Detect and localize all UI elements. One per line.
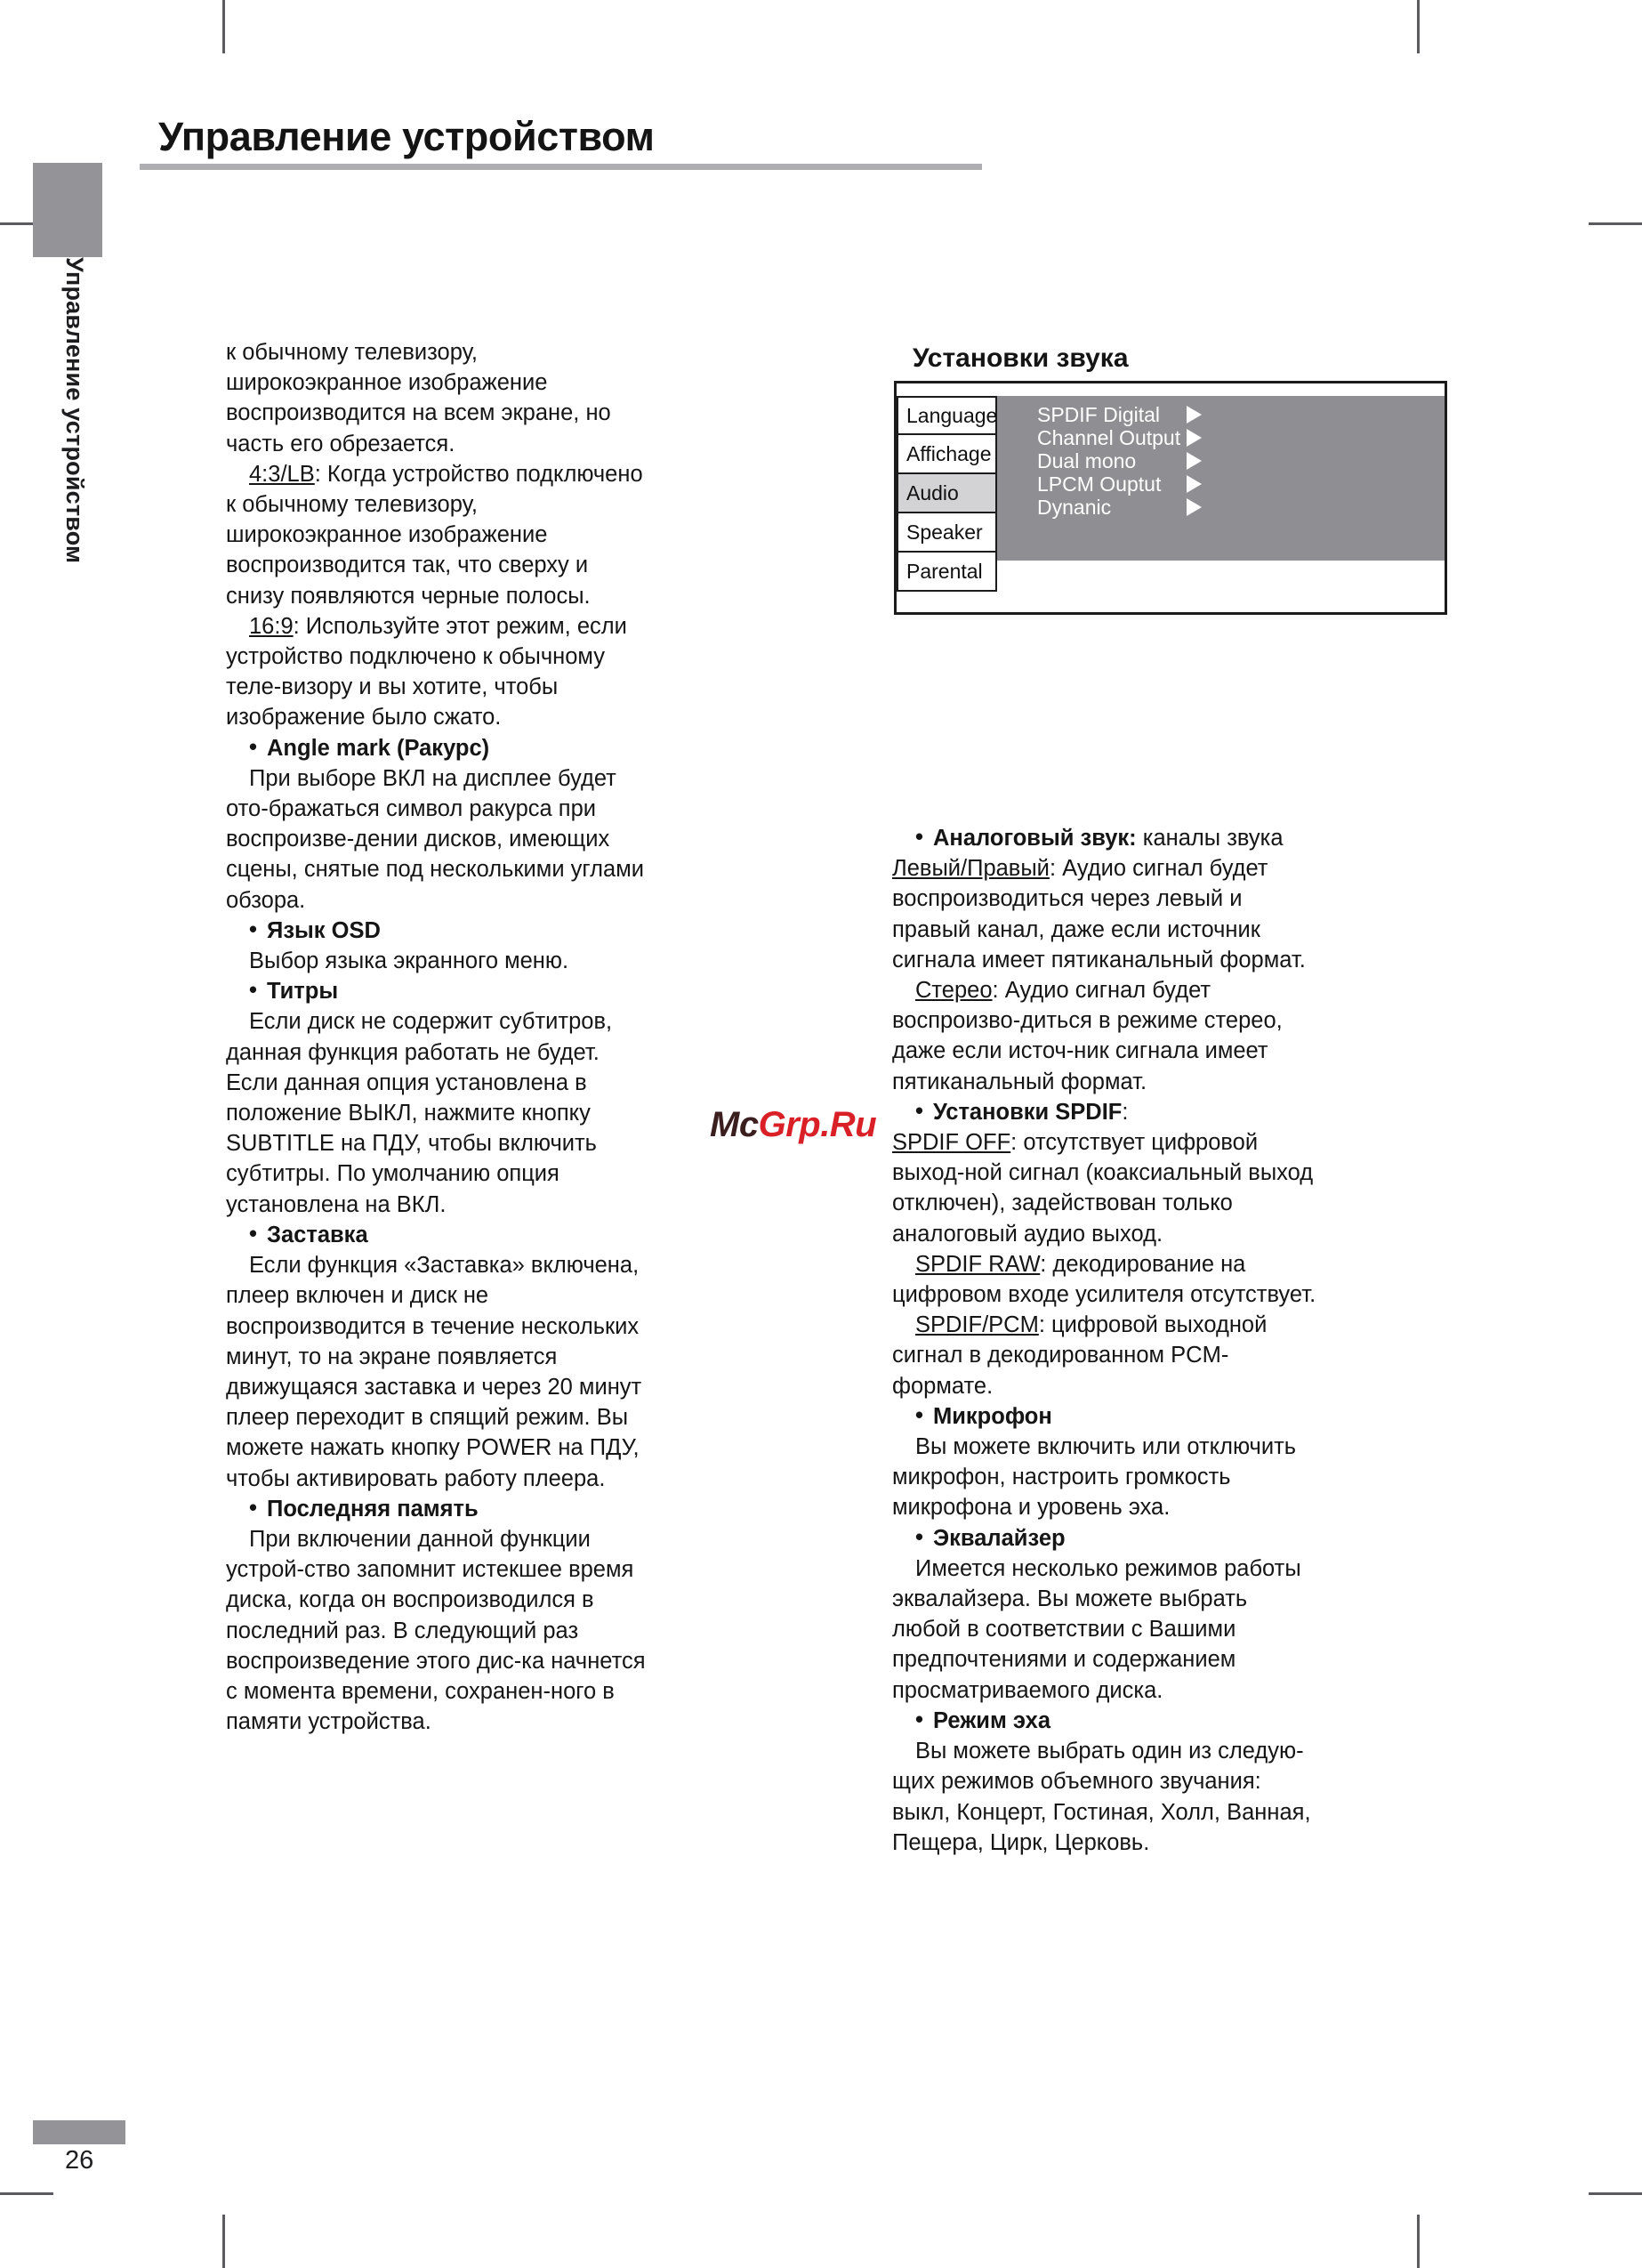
chevron-right-icon <box>1187 429 1202 447</box>
osd-menu-list <box>897 396 997 592</box>
section-body: Вы можете выбрать один из следую-щих режимов объемного звучания: выкл, Концерт, Гостиная, Холл, Ванная, Пещера, Цирк, Церковь. <box>892 1739 1311 1855</box>
osd-option-channel-output[interactable] <box>1037 426 1202 449</box>
osd-menu-item-language[interactable] <box>897 396 997 435</box>
watermark-red-text: Grp.Ru <box>758 1105 877 1144</box>
page-title: Управление устройством <box>158 114 655 159</box>
osd-screenshot <box>894 381 1447 615</box>
sidebar-tab-label <box>33 257 102 827</box>
section-body: Выбор языка экранного меню. <box>249 948 569 974</box>
osd-menu-item-audio[interactable] <box>897 474 997 513</box>
osd-option-label: SPDIF Digital <box>1037 402 1161 426</box>
osd-option-label: Channel Output <box>1037 425 1181 449</box>
osd-menu-item-label: Language <box>906 403 998 427</box>
section-heading: • Angle mark (Ракурс) <box>226 733 647 763</box>
term-spdif-off: SPDIF OFF <box>892 1130 1011 1156</box>
crop-mark-left-bottom <box>0 2192 53 2195</box>
section-heading: • Режим эха <box>892 1706 1322 1736</box>
section-heading-tail: каналы звука <box>1136 826 1284 851</box>
term-16-9: 16:9 <box>249 613 294 639</box>
section-heading-text: Аналоговый звук: <box>933 826 1137 851</box>
section-heading: • Язык OSD <box>226 916 647 946</box>
section-heading: • Эквалайзер <box>892 1523 1322 1554</box>
sidebar-tab-block <box>33 163 102 257</box>
section-body: При выборе ВКЛ на дисплее будет ото-бражаться символ ракурса при воспроизве-дении дисков, имеющих сцены, снятые под несколькими углами обзора. <box>226 765 644 913</box>
paragraph-text: : Аудио сигнал будет воспроизводиться через левый и правый канал, даже если источник сигнала имеет пятиканальный формат. <box>892 856 1306 973</box>
watermark-dark-text: Mc <box>710 1105 759 1144</box>
osd-option-label: LPCM Ouptut <box>1037 472 1162 496</box>
paragraph-text: : Аудио сигнал будет воспроизво-диться в режиме стерео, даже если источ-ник сигнала имеет пятиканальный формат. <box>892 978 1283 1094</box>
paragraph-text: : отсутствует цифровой выход-ной сигнал (коаксиальный выход отключен), задействован только аналоговый аудио выход. <box>892 1130 1314 1247</box>
osd-caption: Установки звука <box>913 343 1129 373</box>
term-spdif-pcm: SPDIF/PCM <box>915 1312 1039 1338</box>
osd-option-spdif-digital[interactable] <box>1037 403 1202 426</box>
section-body: Если функция «Заставка» включена, плеер включен и диск не воспроизводится в течение нескольких минут, то на экране появляется движущаяся заставка и через 20 минут плеер переходит в спящий режим. Вы можете нажать кнопку POWER на ПДУ, чтобы активировать работу плеера. <box>226 1253 642 1491</box>
osd-option-lpcm-output[interactable] <box>1037 472 1202 496</box>
section-heading-text: Установки SPDIF <box>933 1099 1123 1125</box>
crop-mark-top-left <box>222 0 225 53</box>
right-text-column <box>892 823 1322 1858</box>
watermark <box>710 1105 876 1145</box>
crop-mark-right-bottom <box>1589 2192 1642 2195</box>
left-text-column <box>226 337 647 1737</box>
osd-menu-item-speaker[interactable] <box>897 513 997 553</box>
chevron-right-icon <box>1187 452 1202 470</box>
osd-option-label: Dynanic <box>1037 495 1112 519</box>
section-body: При включении данной функции устрой-ство запомнит истекшее время диска, когда он воспроизводился в последний раз. В следующий раз воспроизведение этого дис-ка начнется с момента времени, сохранен-ного в памяти устройства. <box>226 1526 646 1735</box>
osd-menu-item-parental[interactable] <box>897 553 997 592</box>
osd-menu-item-affichage[interactable] <box>897 435 997 474</box>
paragraph-text: к обычному телевизору, широкоэкранное изображение воспроизводится на всем экране, но часть его обрезается. <box>226 340 611 456</box>
page-number: 26 <box>65 2146 94 2175</box>
section-heading: • Последняя память <box>226 1494 647 1524</box>
paragraph <box>892 975 1322 1097</box>
chevron-right-icon <box>1187 406 1202 424</box>
paragraph-text: : Используйте этот режим, если устройство подключено к обычному теле-визору и вы хотите, чтобы изображение было сжато. <box>226 613 627 730</box>
chevron-right-icon <box>1187 475 1202 493</box>
osd-option-dual-mono[interactable] <box>1037 449 1202 472</box>
section-heading <box>892 1097 1322 1127</box>
section-heading-tail: : <box>1122 1099 1129 1125</box>
paragraph <box>892 1127 1322 1249</box>
term-stereo: Стерео <box>915 978 993 1004</box>
term-4-3-lb: 4:3/LB <box>249 461 315 487</box>
paragraph <box>226 611 647 733</box>
term-spdif-raw: SPDIF RAW <box>915 1251 1041 1277</box>
paragraph <box>892 1310 1322 1401</box>
section-body: Вы можете включить или отключить микрофон, настроить громкость микрофона и уровень эха. <box>892 1434 1297 1521</box>
paragraph-text: : цифровой выходной сигнал в декодированном PCM-формате. <box>892 1312 1268 1399</box>
section-body: Если диск не содержит субтитров, данная функция работать не будет. Если данная опция установлена в положение ВЫКЛ, нажмите кнопку SUBTITLE на ПДУ, чтобы включить субтитры. По умолчанию опция установлена на ВКЛ. <box>226 1009 613 1217</box>
crop-mark-bottom-right <box>1417 2215 1420 2268</box>
osd-option-label: Dual mono <box>1037 448 1137 472</box>
paragraph <box>226 459 647 611</box>
paragraph <box>892 853 1322 975</box>
section-body: Имеется несколько режимов работы эквалайзера. Вы можете выбрать любой в соответствии с Вашими предпочтениями и содержанием просматриваемого диска. <box>892 1555 1301 1703</box>
section-heading: • Микрофон <box>892 1401 1322 1432</box>
osd-menu-item-label: Affichage <box>906 441 992 465</box>
paragraph <box>226 337 647 459</box>
section-heading <box>892 823 1322 853</box>
section-heading: • Заставка <box>226 1220 647 1250</box>
osd-menu-item-label: Parental <box>906 559 983 583</box>
term-left-right: Левый/Правый <box>892 856 1050 882</box>
osd-option-dynamic[interactable] <box>1037 496 1202 519</box>
paragraph-text: : декодирование на цифровом входе усилителя отсутствует. <box>892 1251 1316 1308</box>
section-heading: • Титры <box>226 976 647 1006</box>
footer-block <box>33 2120 125 2144</box>
crop-mark-right-top <box>1589 222 1642 225</box>
osd-menu-item-label: Audio <box>906 480 959 504</box>
osd-menu-item-label: Speaker <box>906 520 983 544</box>
sidebar-tab-label-text: Управление устройством <box>61 257 88 564</box>
chevron-right-icon <box>1187 498 1202 516</box>
paragraph-text: : Когда устройство подключено к обычному телевизору, широкоэкранное изображение воспроизводится так, что сверху и снизу появляются черные полосы. <box>226 461 643 609</box>
paragraph <box>892 1249 1322 1310</box>
title-divider <box>140 164 982 170</box>
crop-mark-top-right <box>1417 0 1420 53</box>
osd-options-list <box>1037 403 1202 519</box>
crop-mark-bottom-left <box>222 2215 225 2268</box>
